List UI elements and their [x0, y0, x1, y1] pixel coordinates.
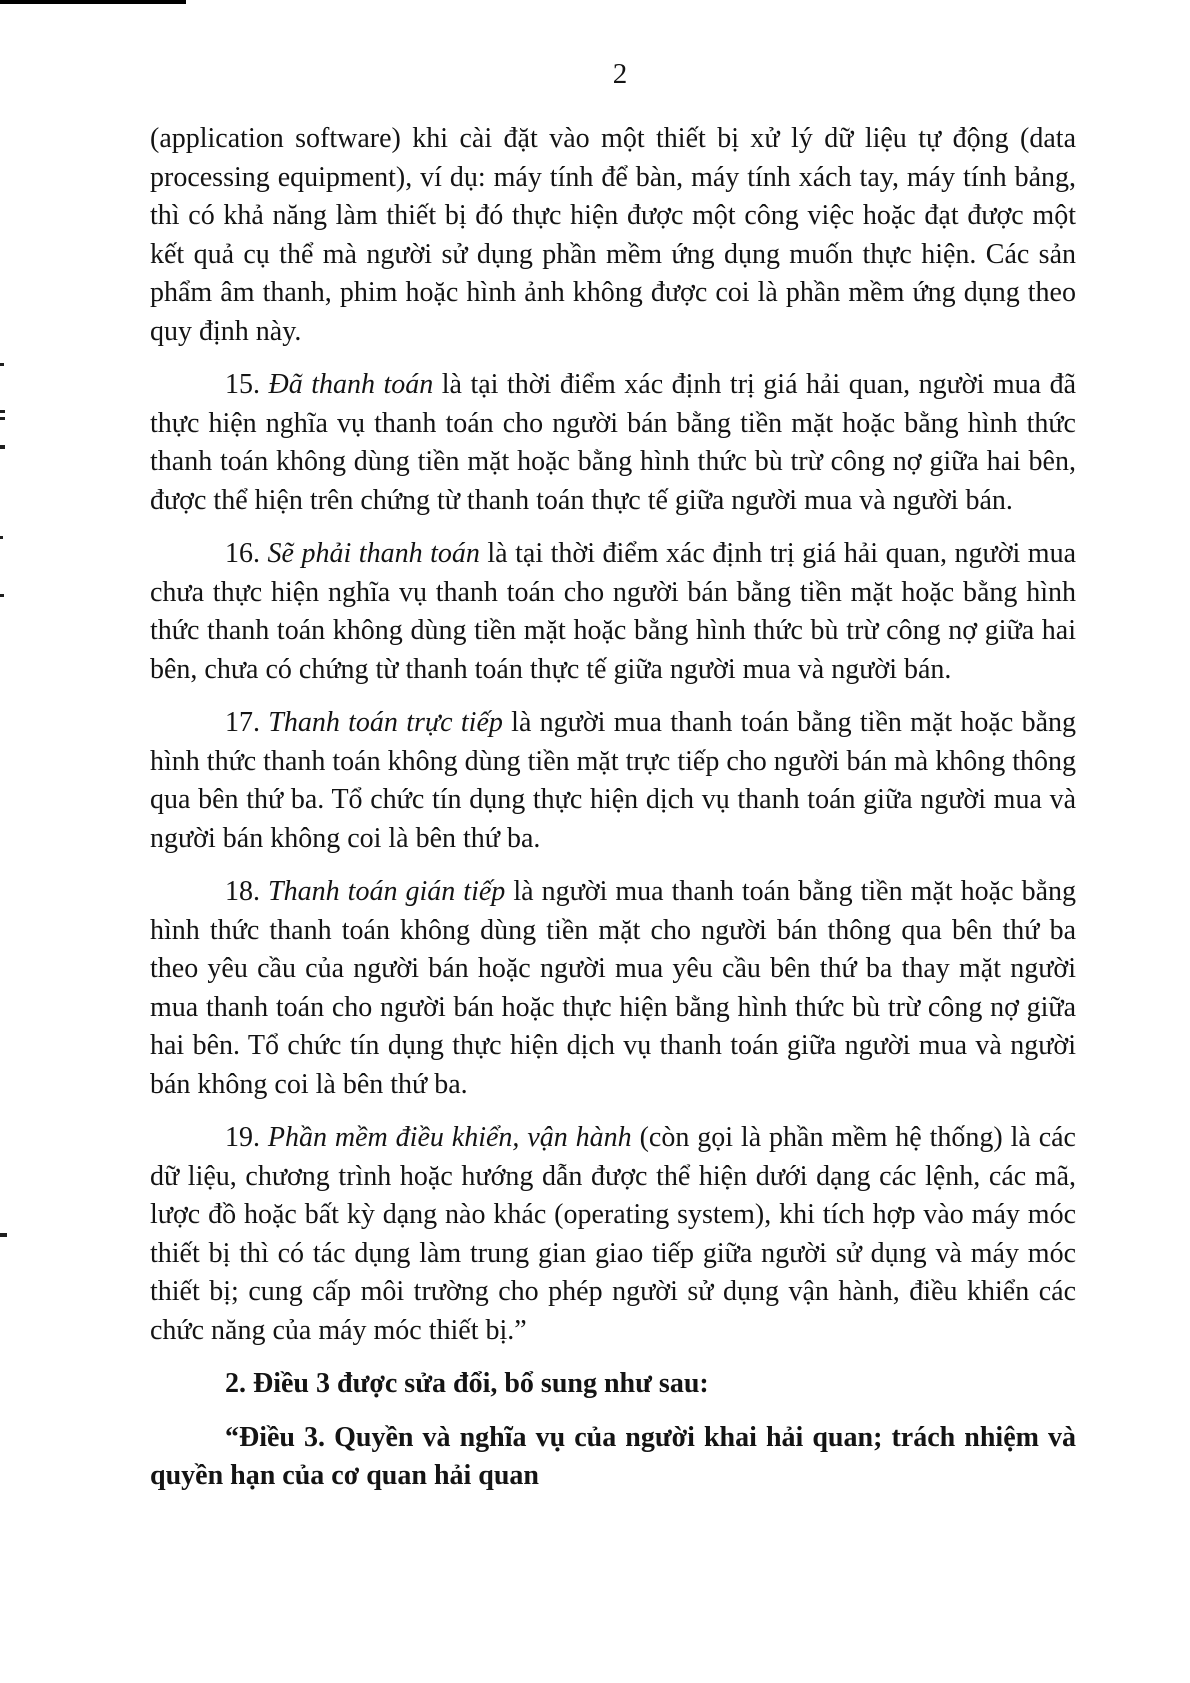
scan-artifact-mark: [0, 1233, 7, 1237]
text-segment: 15.: [225, 369, 269, 400]
document-body: [150, 120, 1076, 1511]
text-segment: 17.: [225, 707, 269, 738]
scan-artifact-mark: [0, 363, 4, 366]
paragraph-18: [150, 873, 1076, 1104]
text-segment: là tại thời điểm xác định trị giá hải quan, người mua đã thực hiện nghĩa vụ thanh toán cho người bán bằng tiền mặt hoặc bằng hình thức thanh toán không dùng tiền mặt hoặc bằng hình thức bù trừ công nợ giữa hai bên, được thể hiện trên chứng từ thanh toán thực tế giữa người mua và người bán.: [150, 369, 1077, 516]
text-segment: “Điều 3. Quyền và nghĩa vụ của người khai hải quan; trách nhiệm và quyền hạn của cơ quan hải quan: [150, 1421, 1076, 1491]
heading-article-3: [150, 1419, 1076, 1496]
text-segment: (còn gọi là phần mềm hệ thống) là các dữ liệu, chương trình hoặc hướng dẫn được thể hiện dưới dạng các lệnh, các mã, lược đồ hoặc bất kỳ dạng nào khác (operating system), khi tích hợp vào máy móc thiết bị thì có tác dụng làm trung gian giao tiếp giữa người sử dụng và máy móc thiết bị; cung cấp môi trường cho phép người sử dụng vận hành, điều khiển các chức năng của máy móc thiết bị.”: [150, 1122, 1076, 1346]
paragraph-16: [150, 535, 1076, 689]
scan-artifact-mark: [0, 417, 5, 420]
scan-artifact-mark: [0, 536, 3, 539]
text-segment: Đã thanh toán: [268, 369, 434, 400]
paragraph-15: [150, 366, 1076, 520]
text-segment: là tại thời điểm xác định trị giá hải quan, người mua chưa thực hiện nghĩa vụ thanh toán cho người bán bằng tiền mặt hoặc bằng hình thức thanh toán không dùng tiền mặt hoặc bằng hình thức bù trừ công nợ giữa hai bên, chưa có chứng từ thanh toán thực tế giữa người mua và người bán.: [150, 538, 1077, 685]
scan-artifact-mark: [0, 594, 4, 597]
paragraph-17: [150, 704, 1076, 858]
text-segment: Phần mềm điều khiển, vận hành: [267, 1122, 632, 1153]
text-segment: (application software) khi cài đặt vào một thiết bị xử lý dữ liệu tự động (data processing equipment), ví dụ: máy tính để bàn, máy tính xách tay, máy tính bảng, thì có khả năng làm thiết bị đó thực hiện được một công việc hoặc đạt được một kết quả cụ thể mà người sử dụng phần mềm ứng dụng muốn thực hiện. Các sản phẩm âm thanh, phim hoặc hình ảnh không được coi là phần mềm ứng dụng theo quy định này.: [150, 123, 1076, 347]
text-segment: Sẽ phải thanh toán: [267, 538, 480, 569]
text-segment: Thanh toán trực tiếp: [268, 707, 503, 738]
paragraph-continuation: [150, 120, 1076, 351]
scan-artifact-mark: [0, 445, 5, 449]
scan-artifact-top-bar: [0, 0, 186, 4]
text-segment: là người mua thanh toán bằng tiền mặt hoặc bằng hình thức thanh toán không dùng tiền mặt cho người bán thông qua bên thứ ba theo yêu cầu của người bán hoặc người mua yêu cầu bên thứ ba thay mặt người mua thanh toán cho người bán hoặc thực hiện bằng hình thức bù trừ công nợ giữa hai bên. Tổ chức tín dụng thực hiện dịch vụ thanh toán giữa người mua và người bán không coi là bên thứ ba.: [150, 876, 1076, 1100]
text-segment: 16.: [225, 538, 268, 569]
paragraph-19: [150, 1119, 1076, 1350]
text-segment: Thanh toán gián tiếp: [268, 876, 506, 907]
scan-artifact-mark: [0, 410, 5, 413]
text-segment: 2. Điều 3 được sửa đổi, bổ sung như sau:: [225, 1368, 709, 1399]
page-number: 2: [612, 58, 628, 90]
heading-item-2: [150, 1365, 1076, 1404]
text-segment: là người mua thanh toán bằng tiền mặt hoặc bằng hình thức thanh toán không dùng tiền mặt trực tiếp cho người bán mà không thông qua bên thứ ba. Tổ chức tín dụng thực hiện dịch vụ thanh toán giữa người mua và người bán không coi là bên thứ ba.: [150, 707, 1077, 854]
text-segment: 18.: [225, 876, 269, 907]
text-segment: 19.: [225, 1122, 268, 1153]
